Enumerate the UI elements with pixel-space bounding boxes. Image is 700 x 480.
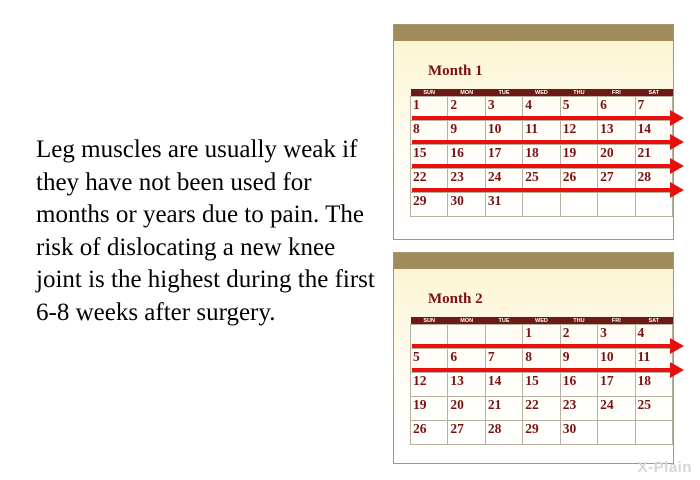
calendar-header-bar <box>394 25 673 41</box>
day-cell: 15 <box>523 373 560 397</box>
day-cell: 12 <box>411 373 448 397</box>
day-cell: 28 <box>485 421 522 445</box>
week-row <box>411 325 673 349</box>
day-header: FRI <box>598 89 635 97</box>
day-cell: 16 <box>448 145 485 169</box>
day-cell: 13 <box>598 121 635 145</box>
week-row <box>411 97 673 121</box>
day-cell: 17 <box>485 145 522 169</box>
day-cell: 5 <box>560 97 597 121</box>
day-cell <box>523 193 560 217</box>
day-cell: 3 <box>485 97 522 121</box>
day-cell: 11 <box>523 121 560 145</box>
day-cell: 17 <box>598 373 635 397</box>
week-row <box>411 421 673 445</box>
day-header: TUE <box>485 89 522 97</box>
day-cell <box>598 421 635 445</box>
day-cell: 31 <box>485 193 522 217</box>
day-cell: 20 <box>598 145 635 169</box>
day-cell: 9 <box>560 349 597 373</box>
day-cell: 21 <box>635 145 672 169</box>
week-row <box>411 169 673 193</box>
week-row <box>411 397 673 421</box>
day-header: FRI <box>598 317 635 325</box>
day-cell: 13 <box>448 373 485 397</box>
day-cell <box>635 193 672 217</box>
calendar-month-1 <box>393 24 674 240</box>
week-row <box>411 121 673 145</box>
day-header: MON <box>448 89 485 97</box>
day-cell: 10 <box>598 349 635 373</box>
day-cell: 23 <box>560 397 597 421</box>
day-header: SAT <box>635 89 672 97</box>
day-cell: 15 <box>411 145 448 169</box>
day-header: SUN <box>411 89 448 97</box>
day-cell: 8 <box>523 349 560 373</box>
day-cell: 4 <box>635 325 672 349</box>
day-cell: 22 <box>411 169 448 193</box>
day-cell: 20 <box>448 397 485 421</box>
calendar-header-bar <box>394 253 673 269</box>
day-cell <box>411 325 448 349</box>
day-header: TUE <box>485 317 522 325</box>
day-cell: 10 <box>485 121 522 145</box>
calendar-title: Month 1 <box>428 63 483 79</box>
week-row <box>411 373 673 397</box>
day-cell: 22 <box>523 397 560 421</box>
day-cell: 7 <box>635 97 672 121</box>
day-header: WED <box>523 317 560 325</box>
day-cell: 14 <box>485 373 522 397</box>
day-cell: 27 <box>598 169 635 193</box>
day-cell: 28 <box>635 169 672 193</box>
day-cell: 25 <box>635 397 672 421</box>
day-cell: 7 <box>485 349 522 373</box>
day-cell: 24 <box>598 397 635 421</box>
description-text: Leg muscles are usually weak if they have not been used for months or years due to pain. The risk of dislocating a new knee joint is the highest during the first 6-8 weeks after surgery. <box>36 136 375 326</box>
day-cell <box>560 193 597 217</box>
day-cell: 2 <box>560 325 597 349</box>
day-cell: 29 <box>411 193 448 217</box>
day-cell: 26 <box>411 421 448 445</box>
day-cell: 11 <box>635 349 672 373</box>
day-cell: 9 <box>448 121 485 145</box>
day-cell: 5 <box>411 349 448 373</box>
day-cell: 26 <box>560 169 597 193</box>
day-cell: 19 <box>560 145 597 169</box>
day-header: MON <box>448 317 485 325</box>
day-cell: 24 <box>485 169 522 193</box>
day-cell: 1 <box>411 97 448 121</box>
day-cell: 23 <box>448 169 485 193</box>
day-cell <box>485 325 522 349</box>
day-header: SAT <box>635 317 672 325</box>
day-cell: 14 <box>635 121 672 145</box>
day-cell: 21 <box>485 397 522 421</box>
calendar-grid <box>410 89 673 217</box>
day-cell: 1 <box>523 325 560 349</box>
day-cell <box>598 193 635 217</box>
day-header: WED <box>523 89 560 97</box>
day-cell: 3 <box>598 325 635 349</box>
day-cell: 30 <box>560 421 597 445</box>
day-header: THU <box>560 317 597 325</box>
day-cell: 27 <box>448 421 485 445</box>
day-cell: 29 <box>523 421 560 445</box>
week-row <box>411 145 673 169</box>
day-cell: 6 <box>598 97 635 121</box>
day-cell: 2 <box>448 97 485 121</box>
day-cell <box>635 421 672 445</box>
week-row <box>411 349 673 373</box>
xplain-logo: X-Plain <box>637 459 692 476</box>
day-cell: 16 <box>560 373 597 397</box>
day-cell: 18 <box>635 373 672 397</box>
day-cell: 19 <box>411 397 448 421</box>
day-header: THU <box>560 89 597 97</box>
day-cell: 4 <box>523 97 560 121</box>
day-cell: 25 <box>523 169 560 193</box>
day-cell: 6 <box>448 349 485 373</box>
day-cell: 12 <box>560 121 597 145</box>
calendar-month-2 <box>393 252 674 464</box>
week-row <box>411 193 673 217</box>
calendar-title: Month 2 <box>428 291 483 307</box>
day-cell: 8 <box>411 121 448 145</box>
day-cell: 18 <box>523 145 560 169</box>
day-cell: 30 <box>448 193 485 217</box>
day-cell <box>448 325 485 349</box>
calendar-grid <box>410 317 673 445</box>
day-header: SUN <box>411 317 448 325</box>
